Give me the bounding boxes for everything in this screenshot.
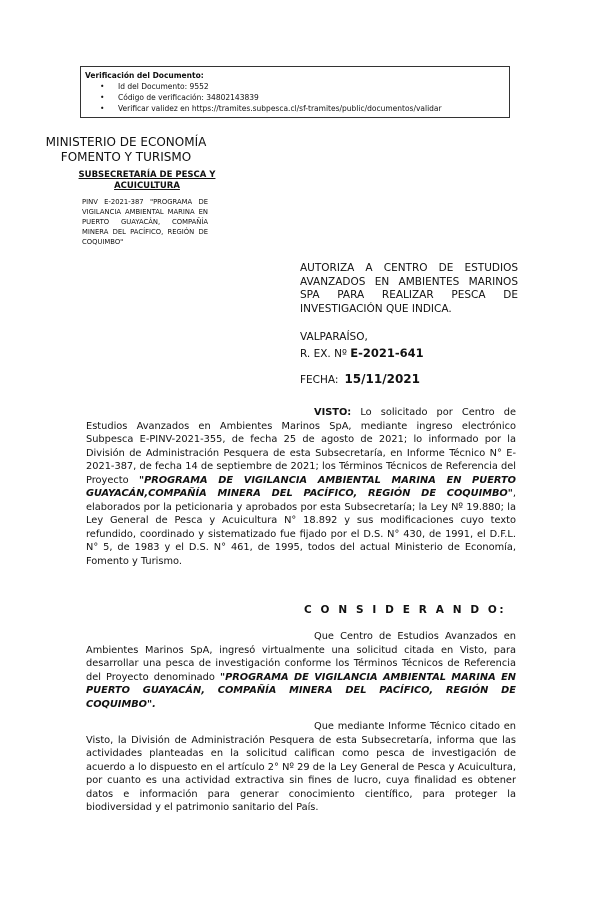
visto-text-before: Lo solicitado por Centro de Estudios Avanzados en Ambientes Marinos SpA, mediante ingreso electrónico Subpesca E-PINV-2021-355, de fecha 25 de agosto de 2021; lo informado por la División de Administración Pesquera de esta Subsecretaría, en Informe Técnico N° E-2021-387, de fecha 14 de septiembre de 2021; los Términos Técnicos de Referencia del Proyecto	[86, 407, 516, 486]
considerando-1-text: Que Centro de Estudios Avanzados en Ambientes Marinos SpA, ingresó virtualmente una solicitud citada en Visto, para desarrollar una pesca de investigación conforme los Términos Técnicos de Referencia del Proyecto denominado	[86, 631, 516, 683]
verification-box	[80, 66, 510, 118]
visto-paragraph	[86, 406, 516, 568]
resolution-place: VALPARAÍSO,	[300, 331, 368, 343]
considerando-paragraph-1	[86, 630, 516, 711]
considerando-2-text: Que mediante Informe Técnico citado en Visto, la División de Administración Pesquera de esta Subsecretaría, informa que las actividades planteadas en la solicitud califican como pesca de investigación de acuerdo a lo dispuesto en el artículo 2° Nº 29 de la Ley General de Pesca y Acuicultura, por cuanto es una actividad extractiva sin fines de lucro, cuya finalidad es obtener datos e información para generar conocimiento científico, para proteger la biodiversidad y el patrimonio sanitario del País.	[86, 721, 516, 813]
subsecretaria-name: SUBSECRETARÍA DE PESCA Y ACUICULTURA	[78, 170, 216, 191]
ministry-line-1: MINISTERIO DE ECONOMÍA	[45, 135, 207, 149]
considerando-paragraph-2	[86, 720, 516, 815]
verification-item-id: • Id del Documento: 9552	[118, 81, 505, 92]
resolution-subject: AUTORIZA A CENTRO DE ESTUDIOS AVANZADOS EN AMBIENTES MARINOS SPA PARA REALIZAR PESCA DE INVESTIGACIÓN QUE INDICA.	[300, 262, 518, 315]
resolution-date	[300, 372, 420, 388]
ministry-header	[36, 135, 216, 165]
considerando-1-project-name: "PROGRAMA DE VIGILANCIA AMBIENTAL MARINA EN PUERTO GUAYACÁN, COMPAÑÍA MINERA DEL PACÍFICO, REGIÓN DE COQUIMBO".	[86, 671, 516, 710]
visto-text-after: , elaborados por la peticionaria y aprobados por esta Subsecretaría; la Ley Nº 19.880; la Ley General de Pesca y Acuicultura N° 18.892 y sus modificaciones cuyo texto refundido, coordinado y sistematizado fue fijado por el D.S. N° 430, de 1991, el D.F.L. N° 5, de 1983 y el D.S. N° 461, de 1995, todos del actual Ministerio de Economía, Fomento y Turismo.	[86, 488, 516, 567]
visto-label: VISTO:	[314, 407, 352, 418]
resolution-number-prefix: R. EX. Nº	[300, 348, 347, 360]
date-label: FECHA:	[300, 374, 339, 386]
ministry-line-2: FOMENTO Y TURISMO	[60, 150, 192, 164]
verification-item-url[interactable]: • Verificar validez en https://tramites.subpesca.cl/sf-tramites/public/documentos/validar	[118, 103, 505, 114]
visto-project-name: "PROGRAMA DE VIGILANCIA AMBIENTAL MARINA EN PUERTO GUAYACÁN,COMPAÑÍA MINERA DEL PACÍFICO, REGIÓN DE COQUIMBO"	[86, 474, 516, 499]
reference-code: PINV E-2021-387 "PROGRAMA DE VIGILANCIA AMBIENTAL MARINA EN PUERTO GUAYACÁN, COMPAÑÍA MINERA DEL PACÍFICO, REGIÓN DE COQUIMBO"	[82, 198, 208, 246]
verification-title: Verificación del Documento:	[85, 71, 204, 80]
considerando-heading: C O N S I D E R A N D O:	[304, 604, 507, 616]
verification-item-code: • Código de verificación: 34802143839	[118, 92, 505, 103]
date-value: 15/11/2021	[344, 372, 420, 386]
resolution-number-value: E-2021-641	[350, 346, 424, 360]
verification-list	[85, 81, 505, 114]
resolution-number	[300, 346, 424, 362]
